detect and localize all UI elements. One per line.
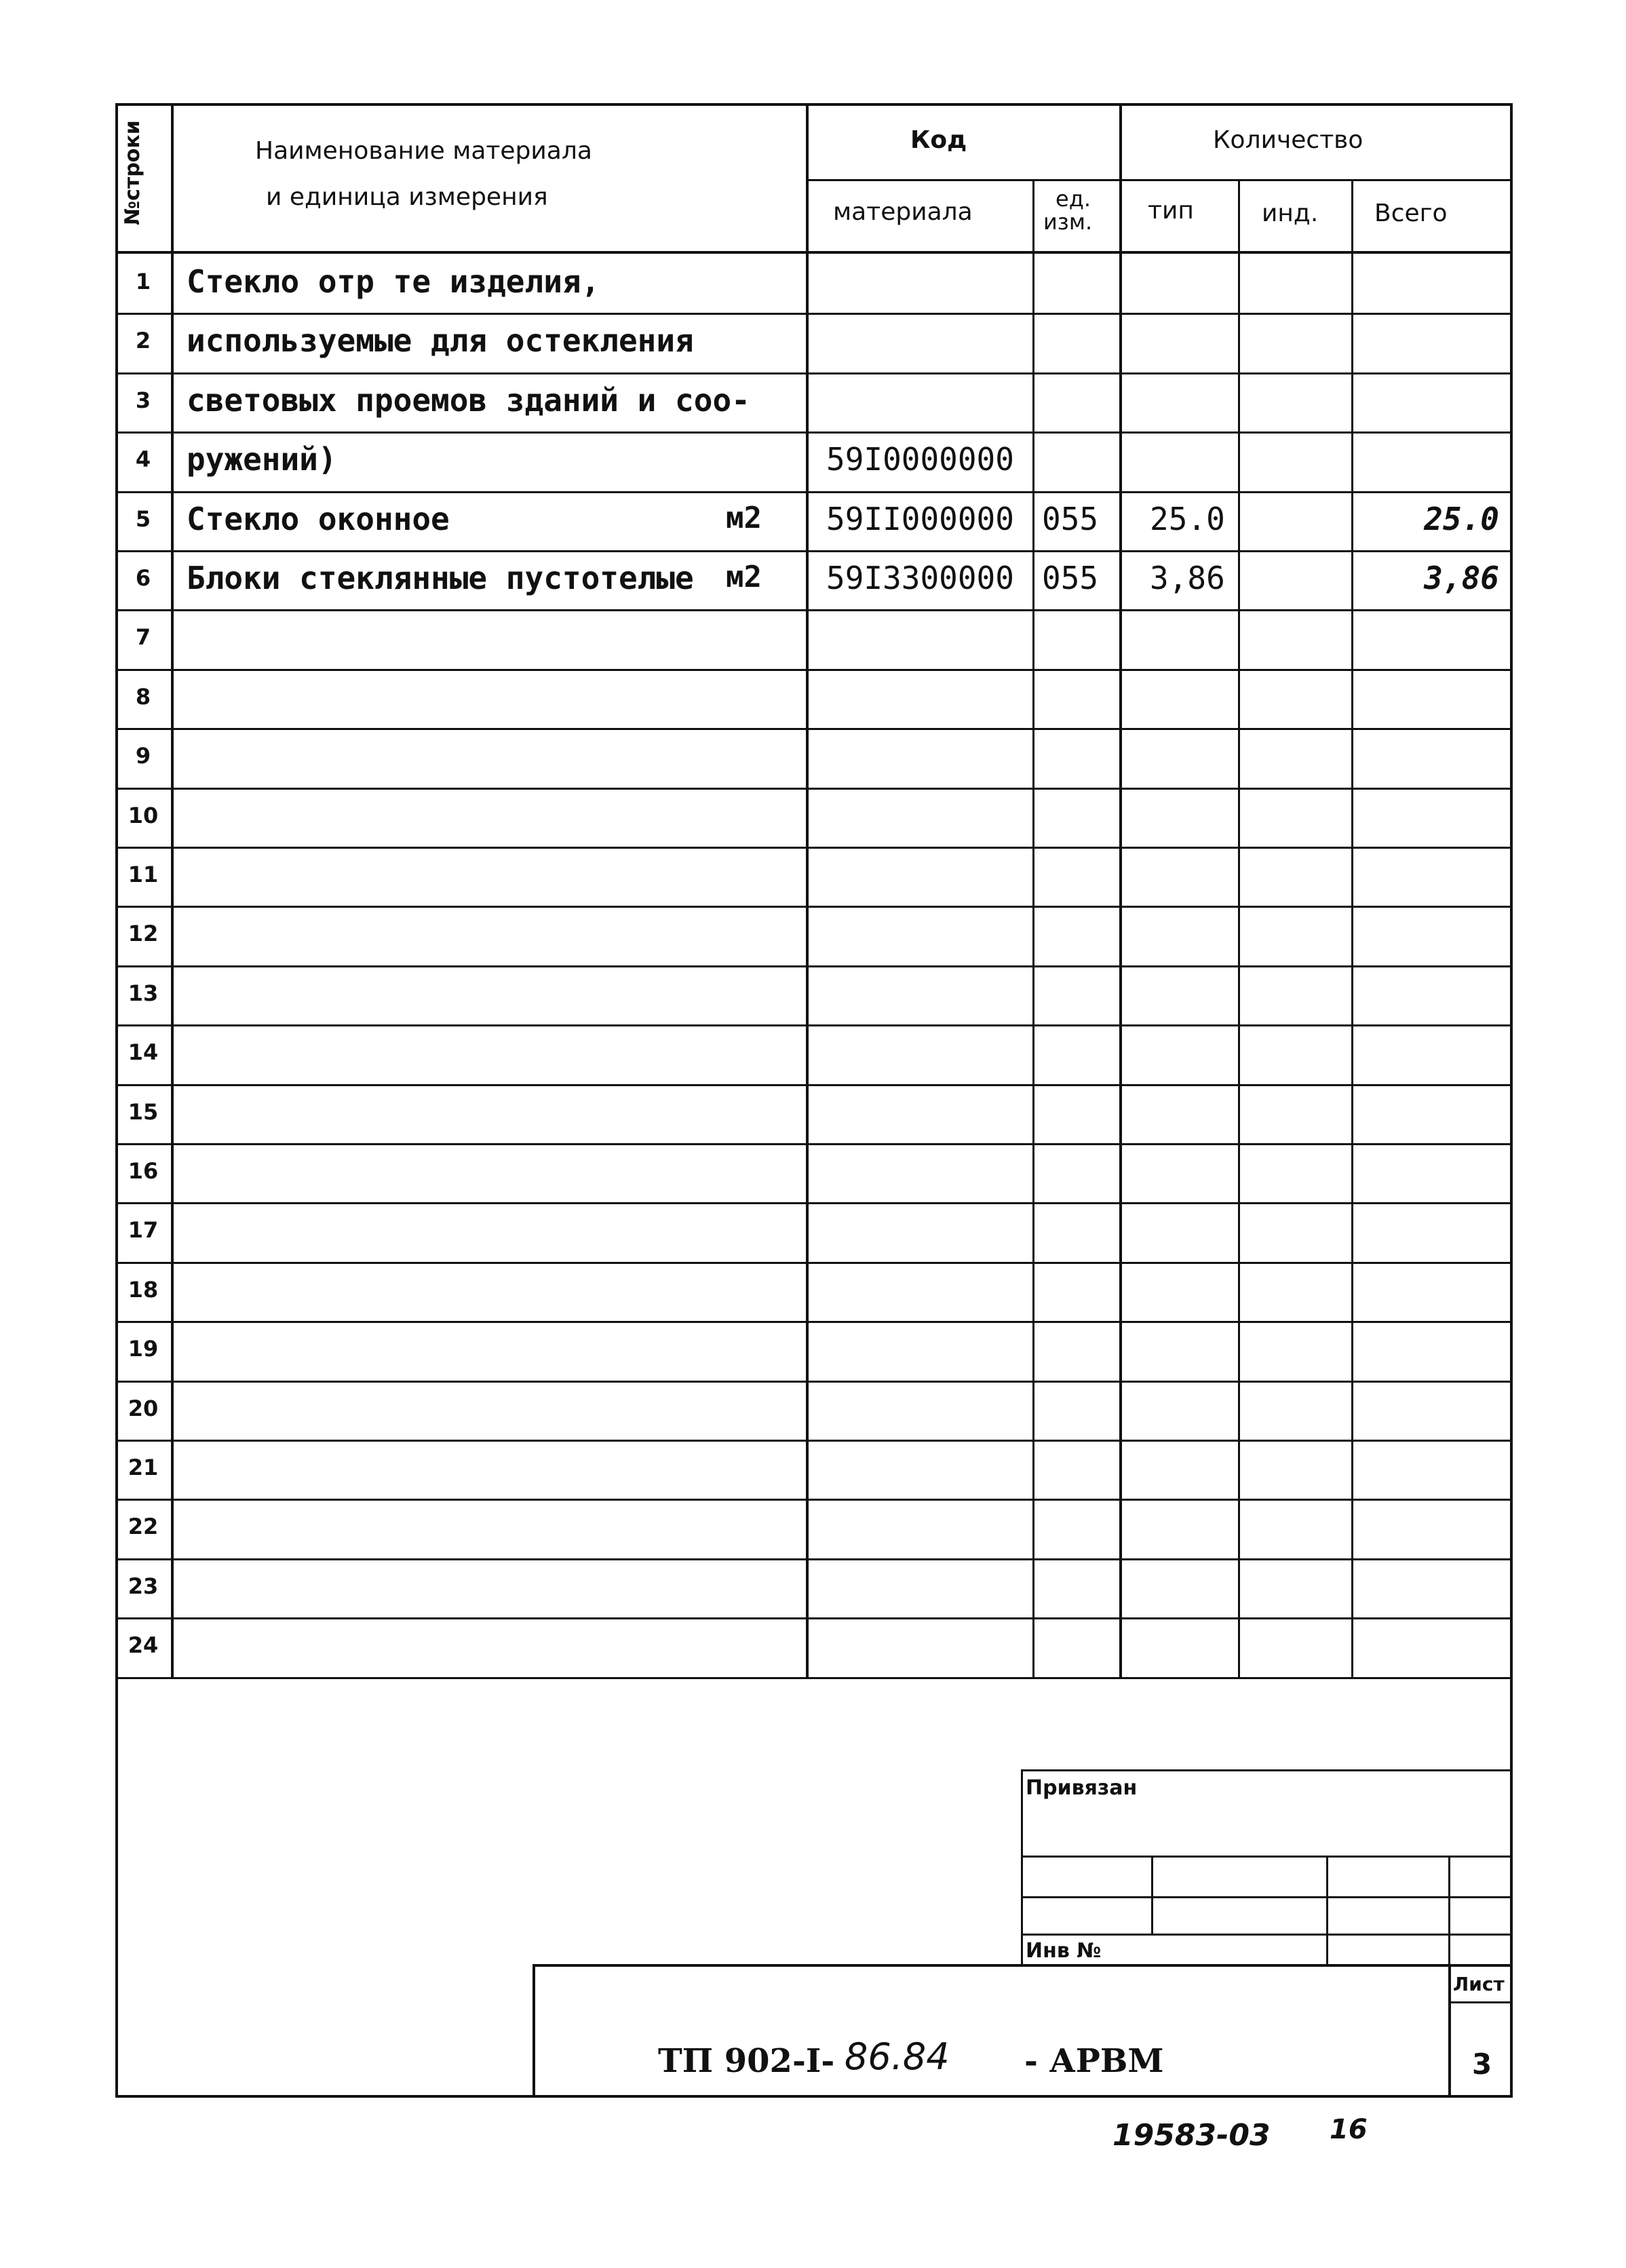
row-number: 9 xyxy=(135,743,151,769)
row-number: 23 xyxy=(128,1573,159,1599)
table-row xyxy=(115,1440,1513,1499)
row-number: 5 xyxy=(135,506,151,532)
row-number: 3 xyxy=(135,387,151,413)
inventory-label: Инв № xyxy=(1026,1939,1102,1963)
attached-col-3 xyxy=(1448,1856,1450,1966)
sheet-bottom-border xyxy=(115,2095,1513,2098)
table-row xyxy=(115,847,1513,906)
table-row xyxy=(115,1202,1513,1261)
row-number: 24 xyxy=(128,1632,159,1658)
table-row xyxy=(115,728,1513,787)
attached-line-3 xyxy=(1021,1934,1513,1936)
sheet-right-border xyxy=(1510,1677,1513,2098)
attached-col-2 xyxy=(1326,1856,1328,1966)
attached-label: Привязан xyxy=(1026,1776,1138,1800)
table-row xyxy=(115,906,1513,965)
material-name-unit: м2 xyxy=(726,560,762,594)
row-number: 2 xyxy=(135,328,151,353)
row-number: 13 xyxy=(128,980,159,1006)
qty-total: 3,86 xyxy=(1424,560,1499,596)
row-number: 8 xyxy=(135,684,151,710)
sheet-label-line xyxy=(1448,2001,1513,2003)
qty-type: 3,86 xyxy=(1150,560,1225,596)
table-row xyxy=(115,1084,1513,1143)
row-number: 22 xyxy=(128,1514,159,1539)
archive-number-handwritten: 19583-03 xyxy=(1112,2118,1271,2153)
code-unit-header: ед. изм. xyxy=(1043,186,1093,235)
material-name: Стекло отр те изделия, xyxy=(187,263,600,300)
row-number: 18 xyxy=(128,1277,159,1303)
table-row xyxy=(115,1321,1513,1380)
attached-col-1 xyxy=(1151,1856,1153,1934)
doc-box-left-line xyxy=(533,1964,535,2097)
row-number: 19 xyxy=(128,1336,159,1362)
name-col-header-line1: Наименование материала xyxy=(255,137,592,165)
doc-number-handwritten: 86.84 xyxy=(845,2035,950,2078)
table-row xyxy=(115,431,1513,491)
table-row xyxy=(115,1617,1513,1676)
material-code: 59I3300000 xyxy=(826,560,1014,596)
doc-box-sheet-sep xyxy=(1448,1964,1451,2097)
row-number-header: №строки xyxy=(121,120,144,225)
row-number: 14 xyxy=(128,1039,159,1065)
sheet-label: Лист xyxy=(1453,1973,1505,1995)
row-number: 1 xyxy=(135,269,151,294)
attached-left-line xyxy=(1021,1769,1023,1966)
table-row xyxy=(115,609,1513,668)
row-separator xyxy=(115,1677,1513,1679)
qty-type: 25.0 xyxy=(1150,501,1225,537)
header-sub-line xyxy=(806,179,1513,181)
table-row xyxy=(115,491,1513,550)
table-row xyxy=(115,313,1513,372)
doc-suffix: - АРВМ xyxy=(1024,2042,1164,2080)
row-number: 12 xyxy=(128,921,159,946)
code-group-header: Код xyxy=(910,126,967,154)
qty-type-header: тип xyxy=(1148,197,1194,225)
row-number: 10 xyxy=(128,803,159,828)
material-name-unit: м2 xyxy=(726,501,762,535)
attached-top-line xyxy=(1021,1769,1513,1771)
table-row xyxy=(115,1558,1513,1617)
code-material-header: материала xyxy=(833,198,973,226)
material-table xyxy=(115,103,1513,1677)
attached-line-1 xyxy=(1021,1856,1513,1858)
table-row xyxy=(115,1143,1513,1202)
qty-total-header: Всего xyxy=(1374,199,1448,227)
unit-code: 055 xyxy=(1042,501,1099,537)
row-number: 6 xyxy=(135,565,151,591)
table-row xyxy=(115,372,1513,431)
row-number: 21 xyxy=(128,1455,159,1480)
attached-line-2 xyxy=(1021,1896,1513,1898)
row-number: 17 xyxy=(128,1217,159,1243)
material-code: 59I0000000 xyxy=(826,441,1014,478)
row-number: 16 xyxy=(128,1158,159,1184)
table-row xyxy=(115,965,1513,1024)
material-name: Блоки стеклянные пустотелые xyxy=(187,560,694,596)
table-row xyxy=(115,254,1513,313)
table-row xyxy=(115,788,1513,847)
material-name: Стекло оконное xyxy=(187,501,450,537)
doc-code: ТП 902-I- xyxy=(658,2042,835,2080)
row-number: 7 xyxy=(135,624,151,650)
material-name: световых проемов зданий и соо- xyxy=(187,382,750,419)
material-name: используемые для остекления xyxy=(187,322,694,359)
doc-box-top-line xyxy=(533,1964,1513,1967)
archive-suffix-handwritten: 16 xyxy=(1330,2114,1368,2145)
table-row xyxy=(115,1499,1513,1558)
unit-code: 055 xyxy=(1042,560,1099,596)
table-row xyxy=(115,1381,1513,1440)
qty-total: 25.0 xyxy=(1424,501,1499,537)
row-number: 20 xyxy=(128,1396,159,1421)
name-col-header-line2: и единица измерения xyxy=(266,183,548,211)
row-number: 11 xyxy=(128,862,159,887)
sheet-number: 3 xyxy=(1472,2048,1492,2081)
table-row xyxy=(115,669,1513,728)
row-number: 15 xyxy=(128,1099,159,1125)
table-row xyxy=(115,1262,1513,1321)
qty-group-header: Количество xyxy=(1213,126,1363,154)
sheet-left-border xyxy=(115,1677,118,2098)
row-number: 4 xyxy=(135,446,151,472)
material-name: ружений) xyxy=(187,441,337,478)
table-row xyxy=(115,550,1513,609)
table-top-border xyxy=(115,103,1513,106)
material-code: 59II000000 xyxy=(826,501,1014,537)
qty-ind-header: инд. xyxy=(1262,199,1319,227)
table-row xyxy=(115,1024,1513,1083)
